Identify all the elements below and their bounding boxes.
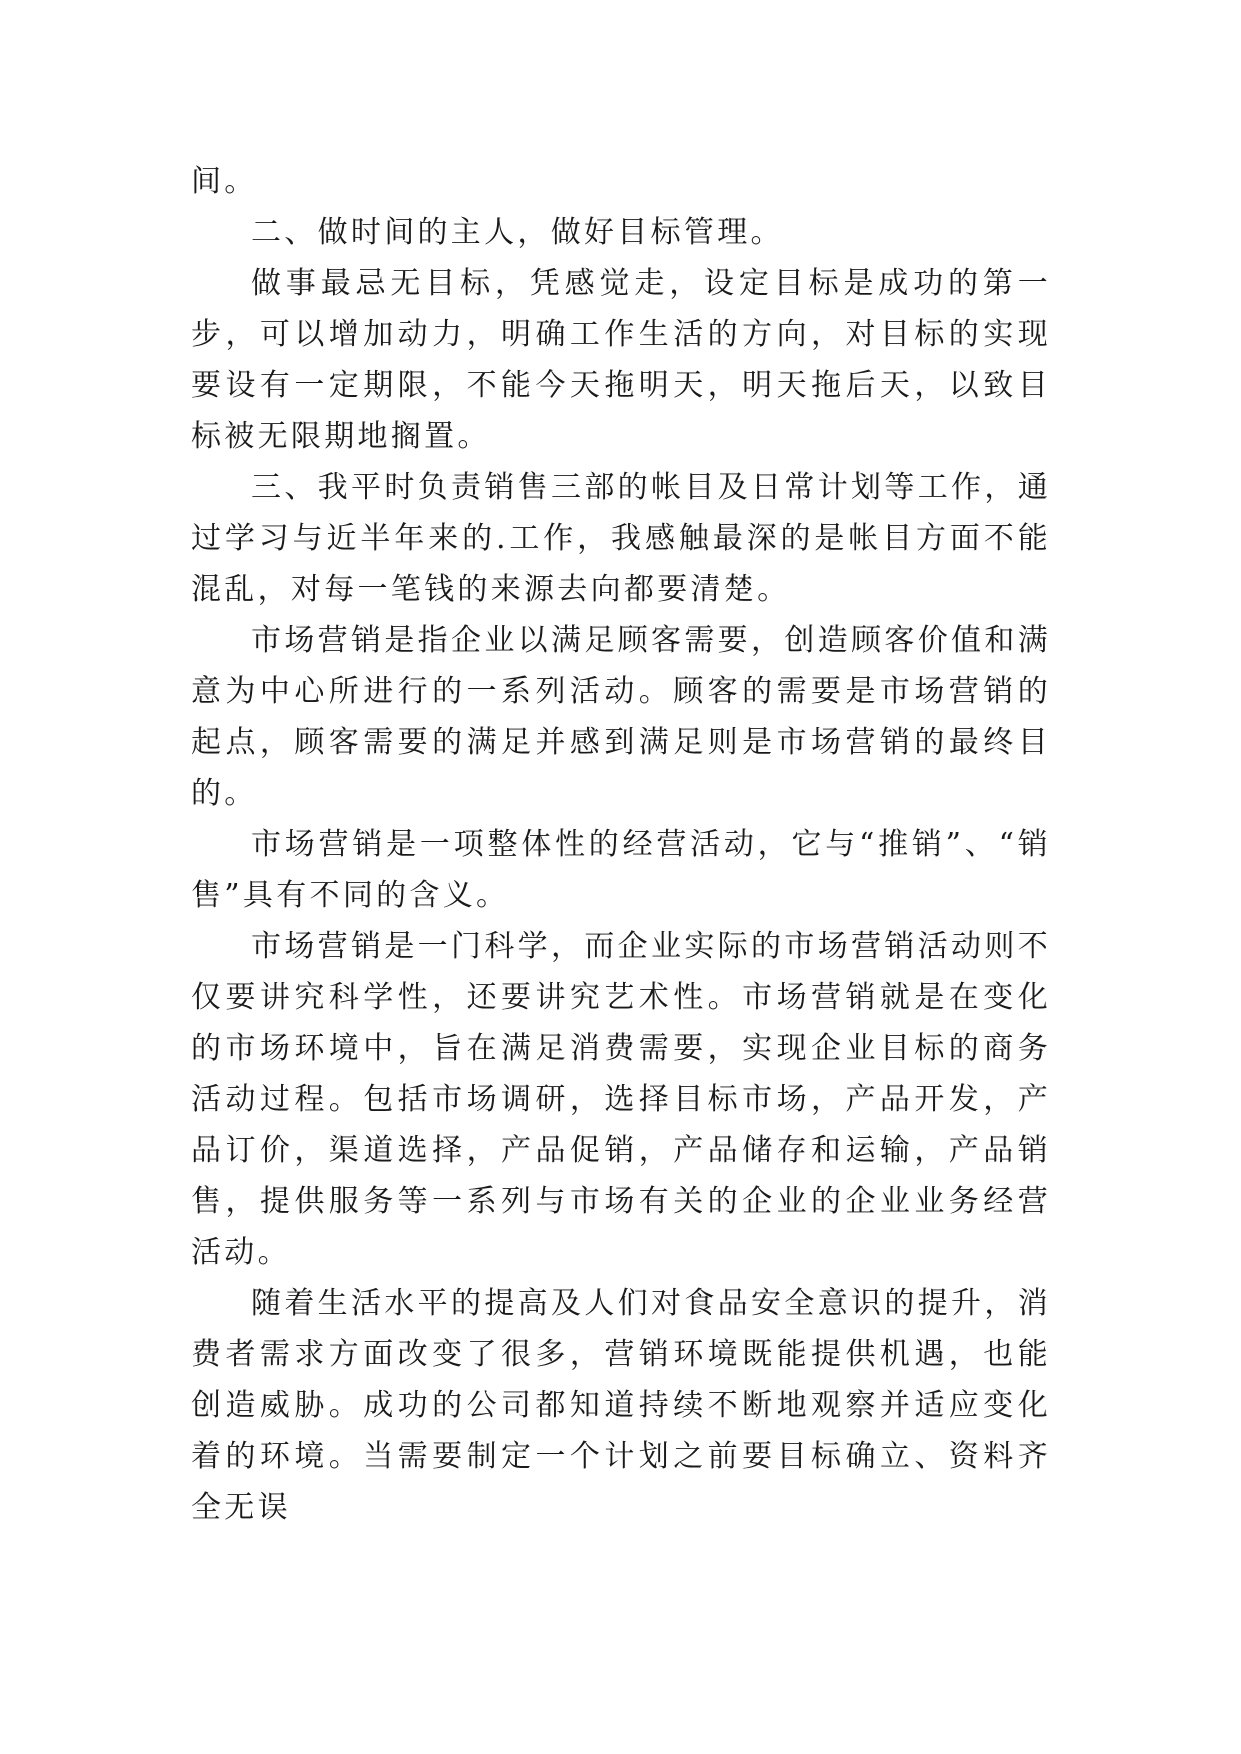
paragraph-continuation: 间。 [191, 164, 258, 199]
paragraph-marketing-science: 市场营销是一门科学，而企业实际的市场营销活动则不仅要讲究科学性，还要讲究艺术性。市场营销就是在变化的市场环境中，旨在满足消费需要，实现企业目标的商务活动过程。包括市场调研，选择目标市场，产品开发，产品订价，渠道选择，产品促销，产品储存和运输，产品销售，提供服务等一系列与市场有关的企业的企业业务经营活动。 [191, 929, 1051, 1270]
paragraph-goal-setting: 做事最忌无目标，凭感觉走，设定目标是成功的第一步，可以增加动力，明确工作生活的方向，对目标的实现要设有一定期限，不能今天拖明天，明天拖后天，以致目标被无限期地搁置。 [191, 266, 1051, 454]
paragraph-heading-two: 二、做时间的主人，做好目标管理。 [251, 215, 784, 250]
document-body [191, 156, 1051, 1533]
paragraph-marketing-activity: 市场营销是一项整体性的经营活动，它与“推销”、“销售”具有不同的含义。 [191, 827, 1051, 913]
paragraph-marketing-definition: 市场营销是指企业以满足顾客需要，创造顾客价值和满意为中心所进行的一系列活动。顾客的需要是市场营销的起点，顾客需要的满足并感到满足则是市场营销的最终目的。 [191, 623, 1051, 811]
paragraph-consumer-environment: 随着生活水平的提高及人们对食品安全意识的提升，消费者需求方面改变了很多，营销环境既能提供机遇，也能创造威胁。成功的公司都知道持续不断地观察并适应变化着的环境。当需要制定一个计划之前要目标确立、资料齐全无误 [191, 1286, 1051, 1525]
paragraph-heading-three: 三、我平时负责销售三部的帐目及日常计划等工作，通过学习与近半年来的.工作，我感触最深的是帐目方面不能混乱，对每一笔钱的来源去向都要清楚。 [191, 470, 1051, 607]
